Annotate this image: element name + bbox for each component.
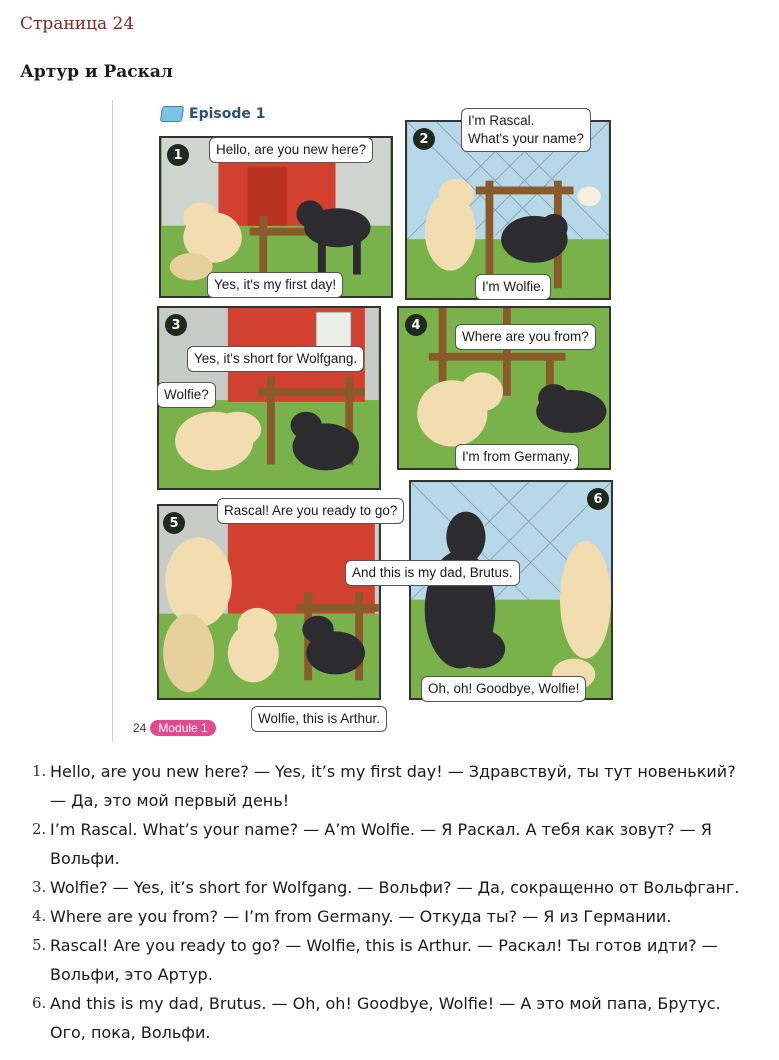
panel-number: 2: [413, 128, 435, 150]
speech-bubble: Hello, are you new here?: [209, 137, 373, 163]
comic-panel-4: [397, 306, 611, 470]
speech-bubble: I'm Wolfie.: [475, 274, 551, 300]
item-number: 2.: [32, 820, 47, 838]
comic-footer: [133, 720, 216, 736]
comic-panel-6: [352, 480, 613, 700]
ticket-icon: [160, 106, 184, 122]
panel-number: 6: [587, 488, 609, 510]
item-number: 3.: [32, 878, 47, 896]
panel-number: 3: [165, 314, 187, 336]
list-item: [32, 757, 750, 815]
list-item: [32, 873, 750, 902]
list-item: [32, 815, 750, 873]
comic-page-image: [112, 100, 622, 742]
list-item: [32, 902, 750, 931]
comic-panel-1: [159, 136, 393, 298]
panel-number: 1: [167, 144, 189, 166]
speech-bubble: Wolfie, this is Arthur.: [251, 706, 387, 732]
section-title: Артур и Раскал: [20, 62, 173, 82]
speech-bubble: Yes, it's short for Wolfgang.: [187, 346, 364, 372]
list-item: [32, 989, 750, 1047]
page-label: Страница 24: [20, 14, 135, 34]
item-text: Hello, are you new here? — Yes, it’s my first day! — Здравствуй, ты тут новенький? — Да, это мой первый день!: [50, 762, 736, 810]
translation-list: [32, 757, 750, 1047]
item-text: I’m Rascal. What’s your name? — A’m Wolfie. — Я Раскал. А тебя как зовут? — Я Вольфи.: [50, 820, 712, 868]
module-badge: Module 1: [150, 720, 215, 736]
speech-bubble: Rascal! Are you ready to go?: [217, 498, 404, 524]
item-text: Where are you from? — I’m from Germany. — Откуда ты? — Я из Германии.: [50, 907, 672, 926]
item-number: 6.: [32, 994, 47, 1012]
list-item: [32, 931, 750, 989]
speech-bubble: I'm Rascal. What's your name?: [461, 108, 591, 152]
comic-page-number: 24: [133, 721, 147, 735]
item-text: Rascal! Are you ready to go? — Wolfie, this is Arthur. — Раскал! Ты готов идти? — Вольфи, это Артур.: [50, 936, 718, 984]
item-number: 5.: [32, 936, 47, 954]
item-number: 4.: [32, 907, 47, 925]
comic-panel-5: [157, 503, 398, 726]
item-text: And this is my dad, Brutus. — Oh, oh! Goodbye, Wolfie! — А это мой папа, Брутус. Ого, пока, Вольфи.: [50, 994, 721, 1042]
item-text: Wolfie? — Yes, it’s short for Wolfgang. — Вольфи? — Да, сокращенно от Вольфганг.: [50, 878, 740, 897]
comic-panel-2: [405, 113, 611, 300]
speech-bubble: Where are you from?: [455, 324, 596, 350]
panel-number: 5: [163, 512, 185, 534]
speech-bubble: Yes, it's my first day!: [207, 272, 343, 298]
speech-bubble: Wolfie?: [157, 382, 216, 408]
speech-bubble: Oh, oh! Goodbye, Wolfie!: [421, 676, 586, 702]
speech-bubble: And this is my dad, Brutus.: [345, 560, 520, 586]
panel-number: 4: [405, 314, 427, 336]
speech-bubble: I'm from Germany.: [455, 444, 579, 470]
panel-5-illustration: [159, 506, 379, 698]
comic-panel-3: [157, 306, 381, 490]
panel-6-illustration: [411, 482, 611, 698]
item-number: 1.: [32, 762, 47, 780]
episode-label: Episode 1: [189, 106, 266, 122]
episode-header: [161, 106, 265, 122]
